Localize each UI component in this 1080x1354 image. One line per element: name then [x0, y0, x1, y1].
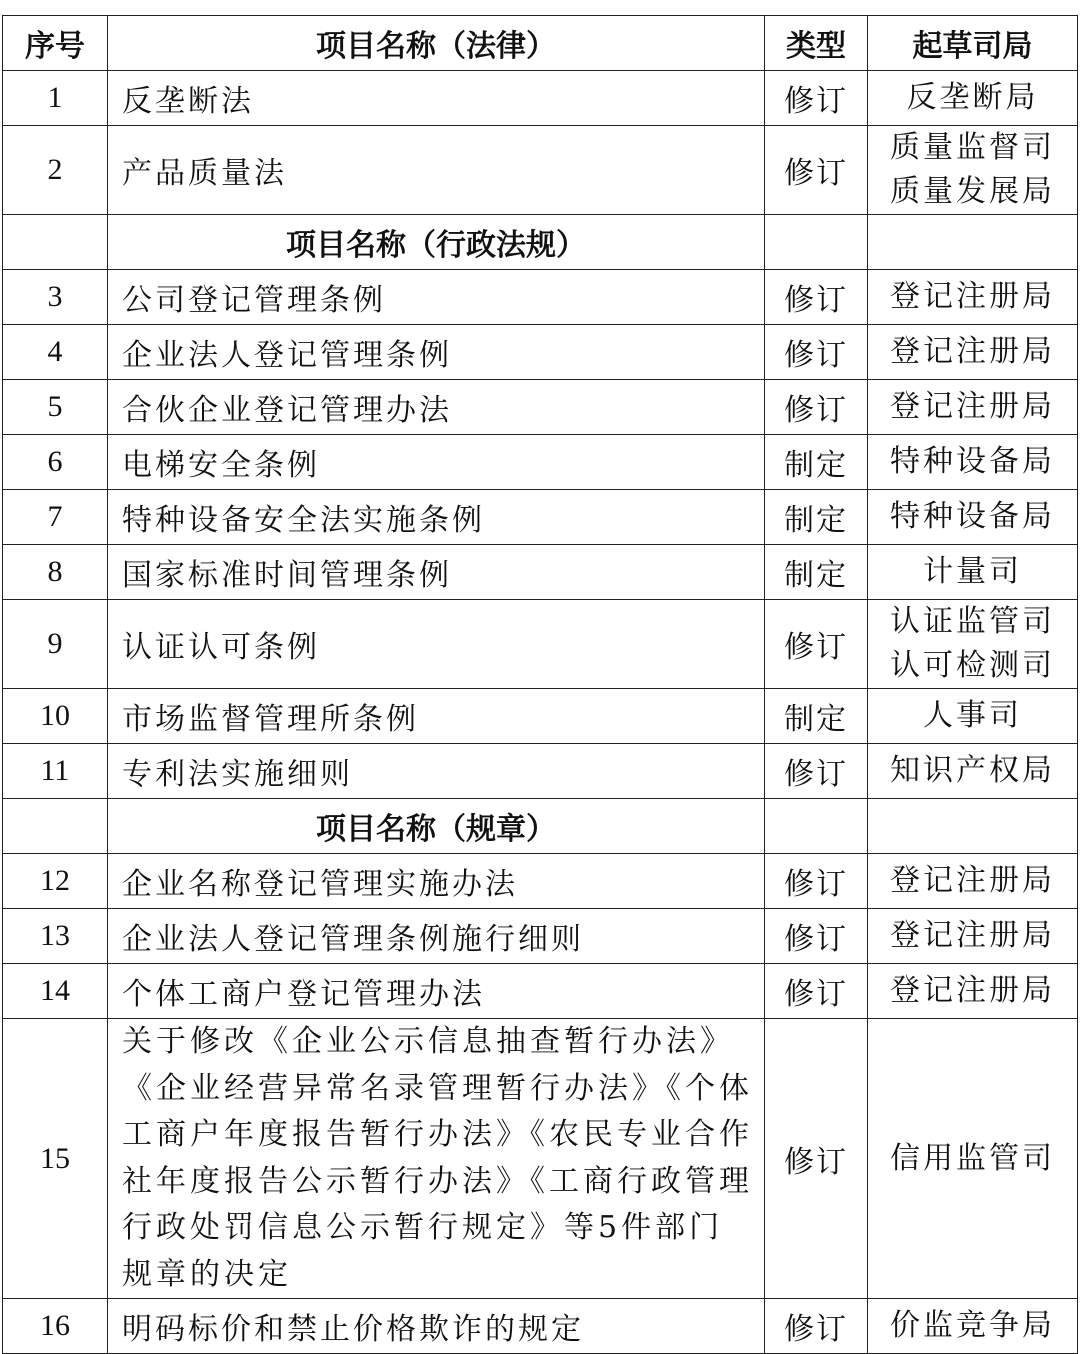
- drafting-bureau: [868, 1019, 1078, 1299]
- project-type: 修订: [765, 744, 868, 799]
- drafting-bureau-name: 人事司: [923, 698, 1022, 733]
- section-title-regulations: 项目名称（行政法规）: [108, 215, 765, 270]
- drafting-bureau-name: 登记注册局: [890, 389, 1055, 424]
- table-row: [3, 689, 1078, 744]
- row-number: 5: [3, 380, 108, 435]
- header-seq: 序号: [3, 16, 108, 71]
- drafting-bureau: [868, 380, 1078, 435]
- row-number: 16: [3, 1299, 108, 1354]
- table-row: [3, 380, 1078, 435]
- project-type: 修订: [765, 1019, 868, 1299]
- table-row: [3, 909, 1078, 964]
- header-type: 类型: [765, 16, 868, 71]
- table-row: [3, 1299, 1078, 1354]
- project-type: 修订: [765, 600, 868, 689]
- project-name: 企业法人登记管理条例施行细则: [108, 909, 765, 964]
- drafting-bureau: [868, 71, 1078, 126]
- header-drafter: 起草司局: [868, 16, 1078, 71]
- project-name: 公司登记管理条例: [108, 270, 765, 325]
- project-name: 企业法人登记管理条例: [108, 325, 765, 380]
- project-name: 专利法实施细则: [108, 744, 765, 799]
- project-type: 修订: [765, 126, 868, 215]
- drafting-bureau-name: 认证监管司: [890, 604, 1055, 639]
- row-number: 2: [3, 126, 108, 215]
- project-type: 制定: [765, 689, 868, 744]
- drafting-bureau: [868, 600, 1078, 689]
- drafting-bureau-name: 登记注册局: [890, 334, 1055, 369]
- table-row: [3, 325, 1078, 380]
- project-type: 制定: [765, 435, 868, 490]
- row-number: 8: [3, 545, 108, 600]
- table-row: [3, 1019, 1078, 1299]
- row-number: 13: [3, 909, 108, 964]
- section-rules-header: [3, 799, 1078, 854]
- drafting-bureau: [868, 545, 1078, 600]
- table-row: [3, 854, 1078, 909]
- drafting-bureau-name: 价监竞争局: [890, 1308, 1055, 1343]
- drafting-bureau: [868, 325, 1078, 380]
- drafting-bureau: [868, 964, 1078, 1019]
- drafting-bureau-name: 质量监督司: [890, 130, 1055, 165]
- drafting-bureau-name: 特种设备局: [890, 499, 1055, 534]
- drafting-bureau-name: 信用监管司: [890, 1140, 1055, 1176]
- project-type: 制定: [765, 545, 868, 600]
- project-type: 修订: [765, 854, 868, 909]
- drafting-bureau: [868, 1299, 1078, 1354]
- project-type: 修订: [765, 1299, 868, 1354]
- drafting-bureau: [868, 689, 1078, 744]
- drafting-bureau-name: 知识产权局: [890, 753, 1055, 788]
- project-type: 修订: [765, 71, 868, 126]
- section-header-row: [3, 799, 1078, 854]
- table-row: [3, 545, 1078, 600]
- project-name: 反垄断法: [108, 71, 765, 126]
- drafting-bureau-name: 登记注册局: [890, 279, 1055, 314]
- table-row: [3, 744, 1078, 799]
- project-name: 产品质量法: [108, 126, 765, 215]
- drafting-bureau-name: 计量司: [923, 554, 1022, 589]
- project-name: 特种设备安全法实施条例: [108, 490, 765, 545]
- project-name: 个体工商户登记管理办法: [108, 964, 765, 1019]
- project-name: 企业名称登记管理实施办法: [108, 854, 765, 909]
- row-number: 7: [3, 490, 108, 545]
- project-name: 明码标价和禁止价格欺诈的规定: [108, 1299, 765, 1354]
- row-number: 15: [3, 1019, 108, 1299]
- project-type: 修订: [765, 380, 868, 435]
- table-row: [3, 435, 1078, 490]
- legislation-plan-table: [2, 15, 1078, 1354]
- project-type: 修订: [765, 325, 868, 380]
- project-type: 修订: [765, 270, 868, 325]
- project-name: 关于修改《企业公示信息抽查暂行办法》《企业经营异常名录管理暂行办法》《个体工商户年度报告暂行办法》《农民专业合作社年度报告公示暂行办法》《工商行政管理行政处罚信息公示暂行规定》等5件部门规章的决定: [108, 1019, 765, 1299]
- row-number: 14: [3, 964, 108, 1019]
- row-number: 1: [3, 71, 108, 126]
- table-row: [3, 270, 1078, 325]
- row-number: 12: [3, 854, 108, 909]
- drafting-bureau: [868, 854, 1078, 909]
- section-regulations-header: [3, 215, 1078, 270]
- row-number: 3: [3, 270, 108, 325]
- row-number: 10: [3, 689, 108, 744]
- table-row: [3, 600, 1078, 689]
- drafting-bureau-name: 质量发展局: [890, 174, 1055, 209]
- row-number: 9: [3, 600, 108, 689]
- section-laws: [3, 71, 1078, 215]
- section-rules: [3, 854, 1078, 1354]
- drafting-bureau: [868, 490, 1078, 545]
- section-regulations: [3, 270, 1078, 799]
- drafting-bureau-name: 认可检测司: [890, 648, 1055, 683]
- table-row: [3, 126, 1078, 215]
- drafting-bureau-name: 登记注册局: [890, 918, 1055, 953]
- row-number: 4: [3, 325, 108, 380]
- project-type: 修订: [765, 909, 868, 964]
- row-number: 11: [3, 744, 108, 799]
- section-header-row: [3, 215, 1078, 270]
- drafting-bureau-name: 登记注册局: [890, 973, 1055, 1008]
- drafting-bureau: [868, 435, 1078, 490]
- table-row: [3, 71, 1078, 126]
- drafting-bureau: [868, 744, 1078, 799]
- drafting-bureau-name: 特种设备局: [890, 444, 1055, 479]
- project-type: 修订: [765, 964, 868, 1019]
- project-name: 国家标准时间管理条例: [108, 545, 765, 600]
- drafting-bureau: [868, 909, 1078, 964]
- project-name: 市场监督管理所条例: [108, 689, 765, 744]
- section-title-rules: 项目名称（规章）: [108, 799, 765, 854]
- drafting-bureau: [868, 126, 1078, 215]
- drafting-bureau: [868, 270, 1078, 325]
- table-row: [3, 490, 1078, 545]
- header-name: 项目名称（法律）: [108, 16, 765, 71]
- project-name: 电梯安全条例: [108, 435, 765, 490]
- drafting-bureau-name: 反垄断局: [906, 80, 1039, 115]
- drafting-bureau-name: 登记注册局: [890, 863, 1055, 898]
- project-type: 制定: [765, 490, 868, 545]
- project-name: 认证认可条例: [108, 600, 765, 689]
- row-number: 6: [3, 435, 108, 490]
- table-header-row: [3, 16, 1078, 71]
- project-name: 合伙企业登记管理办法: [108, 380, 765, 435]
- table-row: [3, 964, 1078, 1019]
